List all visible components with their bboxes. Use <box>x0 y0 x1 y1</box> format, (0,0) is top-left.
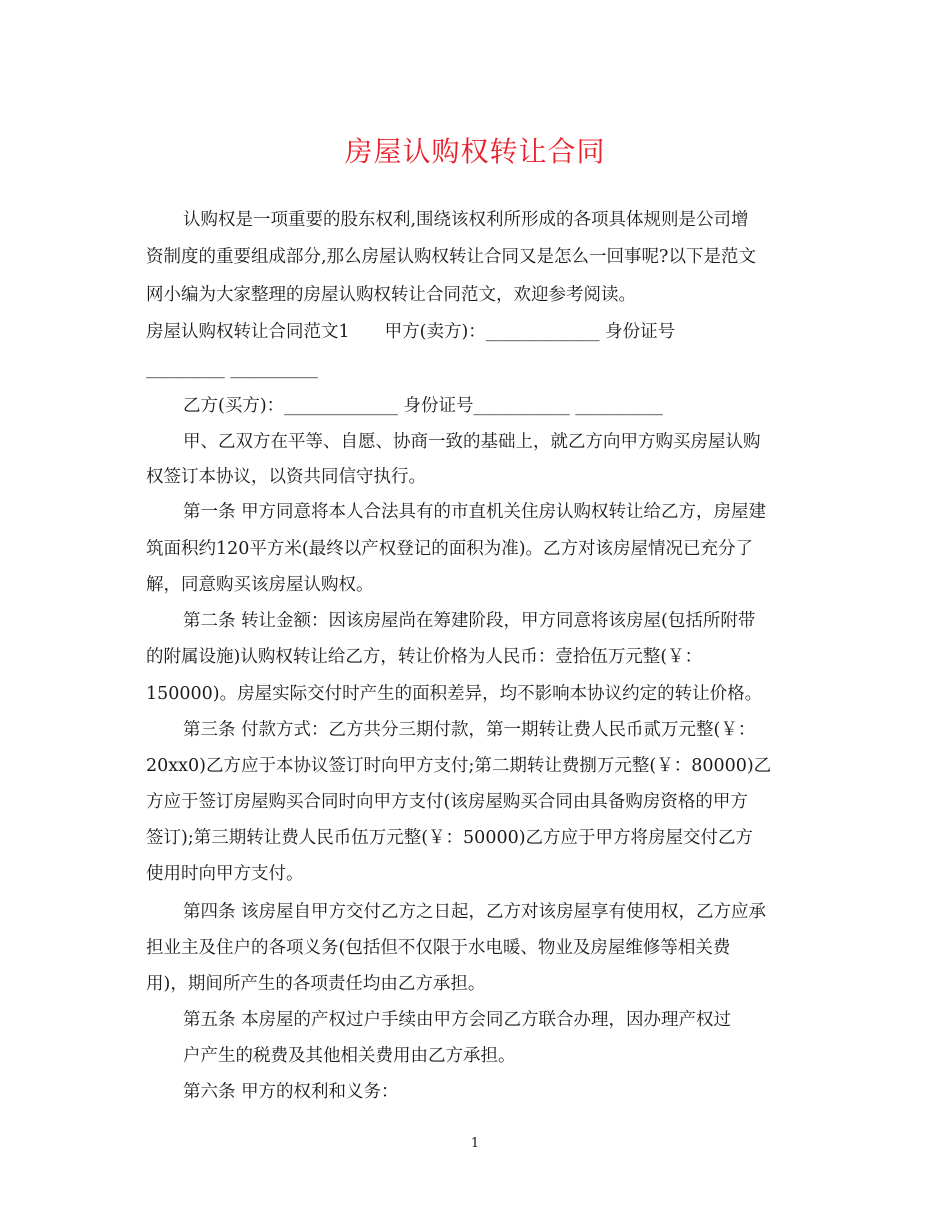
paragraph-line: 的附属设施)认购权转让给乙方，转让价格为人民币：壹拾伍万元整(￥： <box>146 647 703 667</box>
paragraph-line: 乙方(买方)：_____________ 身份证号___________ __________ <box>183 396 663 416</box>
paragraph-line: 房屋认购权转让合同范文1 甲方(卖方)：_____________ 身份证号 <box>146 322 676 342</box>
paragraph-line: _________ __________ <box>146 359 318 379</box>
paragraph-line: 方应于签订房屋购买合同时向甲方支付(该房屋购买合同由具备购房资格的甲方 <box>146 792 748 812</box>
paragraph-line: 资制度的重要组成部分,那么房屋认购权转让合同又是怎么一回事呢?以下是范文 <box>146 247 756 267</box>
page-number: 1 <box>470 1136 480 1151</box>
paragraph-line: 第六条 甲方的权利和义务： <box>183 1082 399 1102</box>
paragraph-line: 户产生的税费及其他相关费用由乙方承担。 <box>183 1046 516 1066</box>
paragraph-line: 筑面积约120平方米(最终以产权登记的面积为准)。乙方对该房屋情况已充分了 <box>146 539 754 559</box>
paragraph-line: 签订);第三期转让费人民币伍万元整(￥：50000)乙方应于甲方将房屋交付乙方 <box>146 828 754 848</box>
paragraph-line: 担业主及住户的各项义务(包括但不仅限于水电暖、物业及房屋维修等相关费 <box>146 938 731 958</box>
paragraph-line: 网小编为大家整理的房屋认购权转让合同范文，欢迎参考阅读。 <box>146 285 636 305</box>
paragraph-line: 使用时向甲方支付。 <box>146 864 304 884</box>
paragraph-line: 认购权是一项重要的股东权利,围绕该权利所形成的各项具体规则是公司增 <box>183 210 749 230</box>
paragraph-line: 第三条 付款方式：乙方共分三期付款，第一期转让费人民币贰万元整(￥： <box>183 720 756 740</box>
paragraph-line: 第四条 该房屋自甲方交付乙方之日起，乙方对该房屋享有使用权，乙方应承 <box>183 902 767 922</box>
paragraph-line: 权签订本协议，以资共同信守执行。 <box>146 467 426 487</box>
paragraph-line: 第二条 转让金额：因该房屋尚在筹建阶段，甲方同意将该房屋(包括所附带 <box>183 611 756 631</box>
paragraph-line: 用)，期间所产生的各项责任均由乙方承担。 <box>146 974 486 994</box>
paragraph-line: 甲、乙双方在平等、自愿、协商一致的基础上，就乙方向甲方购买房屋认购 <box>183 432 761 452</box>
paragraph-line: 第一条 甲方同意将本人合法具有的市直机关住房认购权转让给乙方，房屋建 <box>183 502 767 522</box>
paragraph-line: 20xx0)乙方应于本协议签订时向甲方支付;第二期转让费捌万元整(￥：80000)乙 <box>146 756 772 776</box>
paragraph-line: 解，同意购买该房屋认购权。 <box>146 575 374 595</box>
paragraph-line: 150000)。房屋实际交付时产生的面积差异，均不影响本协议约定的转让价格。 <box>146 684 763 704</box>
document-title: 房屋认购权转让合同 <box>344 135 606 168</box>
paragraph-line: 第五条 本房屋的产权过户手续由甲方会同乙方联合办理，因办理产权过 <box>183 1010 732 1030</box>
